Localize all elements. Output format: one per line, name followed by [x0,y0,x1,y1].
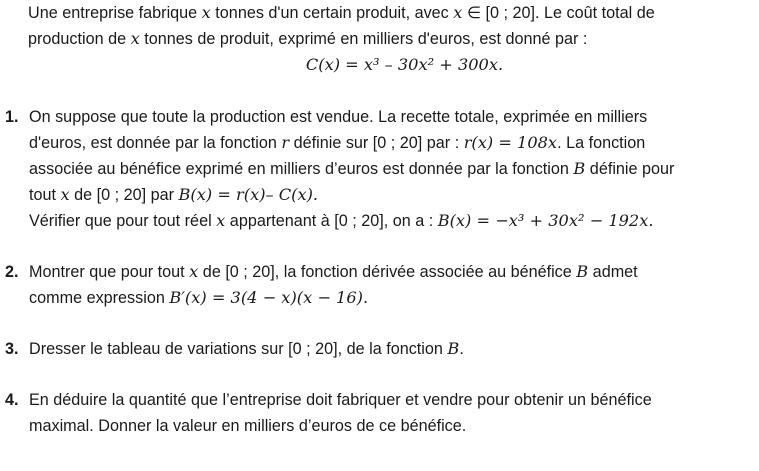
question-3-line-1 [29,336,751,362]
intro-line-1 [28,0,751,26]
question-text: définie sur [0 ; 20] par : [289,134,464,152]
question-number: 4. [5,391,19,409]
question-4 [0,387,751,439]
intro-paragraph [0,0,751,78]
question-2-line-2 [29,285,751,311]
question-text: Vérifier que pour tout réel [29,212,217,230]
intro-line-2 [28,26,751,52]
question-1-line-2 [29,130,751,156]
question-text: d'euros, est donnée par la fonction [29,134,282,152]
question-1-line-3 [29,156,751,182]
question-4-line-2: maximal. Donner la valeur en milliers d’euros de ce bénéfice. [29,417,467,435]
variable-x: x [453,3,463,22]
revenue-formula: r(x) = 108x [463,133,558,152]
question-number: 2. [5,263,19,281]
question-1-line-5 [29,208,751,234]
intro-text: tonnes de produit, exprimé en milliers d'euros, est donné par : [139,30,588,48]
question-1 [0,104,751,234]
question-text: admet [588,263,638,281]
intro-text: production de [28,30,131,48]
question-text: . [459,340,464,358]
question-1-line-1: On suppose que toute la production est vendue. La recette totale, exprimée en milliers [29,108,648,126]
intro-text: tonnes d'un certain produit, avec [210,4,454,22]
question-text: associée au bénéfice exprimé en milliers d’euros est donnée par la fonction [29,160,574,178]
derivative-formula: B′(x) = 3(4 − x)(x − 16). [169,288,369,307]
question-text: . La fonction [557,134,646,152]
question-text: Montrer que pour tout [29,263,190,281]
variable-x: x [216,211,226,230]
profit-formula: B(x) = −x³ + 30x² − 192x. [437,211,654,230]
question-3 [0,336,751,362]
variable-x: x [201,3,211,22]
question-text: tout [29,186,61,204]
function-r: r [281,133,290,152]
question-text: comme expression [29,289,170,307]
question-text: Dresser le tableau de variations sur [0 ; 20], de la fonction [29,340,448,358]
variable-x: x [189,262,199,281]
question-number: 3. [5,340,19,358]
question-text: de [0 ; 20], la fonction dérivée associée au bénéfice [198,263,577,281]
question-number: 1. [5,108,19,126]
question-4-line-1: En déduire la quantité que l’entreprise doit fabriquer et vendre pour obtenir un bénéfice [29,391,652,409]
question-text: appartenant à [0 ; 20], on a : [225,212,438,230]
profit-definition-formula: B(x) = r(x)– C(x). [178,185,319,204]
intro-text: Une entreprise fabrique [28,4,202,22]
cost-formula: C(x) = x³ – 30x² + 300x. [305,55,504,74]
question-2 [0,259,751,311]
function-B: B [573,159,586,178]
intro-text: ∈ [0 ; 20]. Le coût total de [462,4,655,22]
question-1-line-4 [29,182,751,208]
question-text: de [0 ; 20] par [69,186,179,204]
function-B: B [576,262,589,281]
question-text: définie pour [585,160,675,178]
variable-x: x [60,185,70,204]
variable-x: x [130,29,140,48]
question-2-line-1 [29,259,751,285]
function-B: B [447,339,460,358]
